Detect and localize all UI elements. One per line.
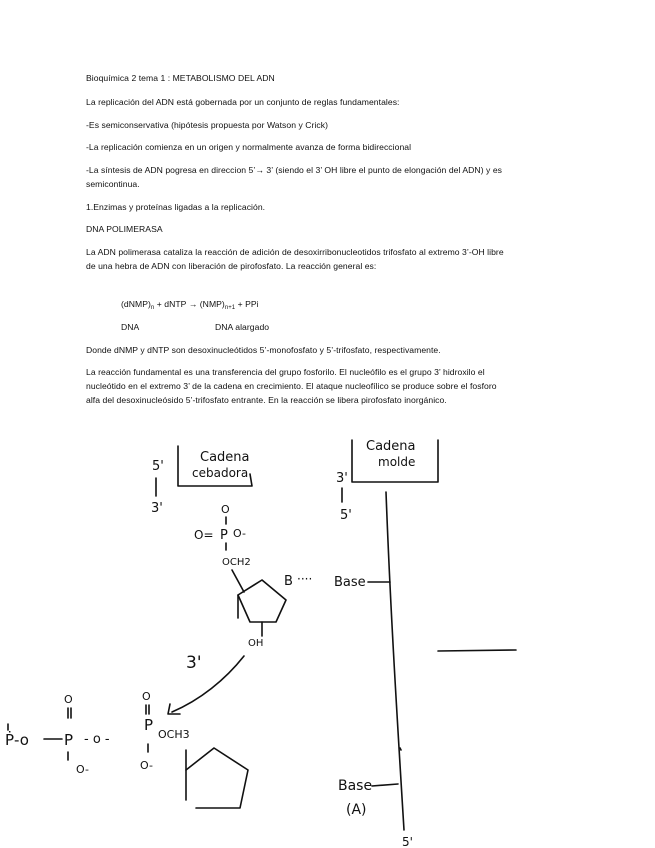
rule-text: -Es semiconservativa (hipótesis propuesta por Watson y Crick): [86, 120, 329, 130]
phosphate-o-top: O: [221, 503, 230, 516]
paragraph-text: La reacción fundamental es una transferencia del grupo fosforilo. El nucleófilo es el grupo 3’ hidroxilo el nucleótido en el extremo 3’ de la cadena en crecimiento. El ataque nucleofílico se produce sobre el fosforo alfa del desoxinucleósido 5’-trifosfato entrante. En la reacción se libera pirofosfato inorgánico.: [86, 367, 497, 405]
equation-middle: + dNTP → (NMP): [154, 299, 225, 309]
intro-text: La replicación del ADN está gobernada por un conjunto de reglas fundamentales:: [86, 97, 400, 107]
label-oh: OH: [248, 638, 264, 649]
label-och3: OCH3: [158, 728, 190, 741]
label-3prime-arrow: 3': [186, 653, 202, 673]
label-3prime: 3': [151, 501, 163, 516]
template-label-line2: molde: [378, 455, 416, 469]
label-base-a: Base: [338, 778, 373, 794]
phosphate3-o-minus: O-: [140, 759, 153, 772]
equation-sub-n: n: [150, 305, 155, 311]
phosphate-o-minus: O-: [233, 527, 246, 540]
rule-text: -La síntesis de ADN pogresa en direccion 5’→ 3’ (siendo el 3’ OH libre el punto de elongación del ADN) y es semicontinua.: [86, 165, 503, 189]
section-heading-text: 1.Enzimas y proteínas ligadas a la replicación.: [86, 202, 266, 212]
phosphate3-o-top: O: [142, 690, 151, 703]
label-3prime-template: 3': [336, 471, 348, 486]
phosphate-o-eq: O=: [194, 528, 214, 542]
title-text: Bioquímica 2 tema 1 : METABOLISMO DEL ADN: [86, 73, 275, 83]
stray-stroke: [438, 650, 516, 651]
template-label-line1: Cadena: [366, 439, 416, 454]
phosphate2-o-minus: O-: [76, 763, 89, 776]
equation-right: + PPi: [235, 299, 259, 309]
primer-phosphate: [194, 503, 251, 592]
base-pair-dots: ····: [297, 572, 313, 586]
paragraph-text: Donde dNMP y dNTP son desoxinucleótidos 5’-monofosfato y 5’-trifosfato, respectivamente.: [86, 345, 441, 355]
label-base: Base: [334, 575, 366, 590]
incoming-triphosphate: [5, 690, 190, 776]
phosphate-linker: - o -: [84, 732, 110, 747]
template-base-a: [338, 748, 401, 818]
label-a: (A): [346, 802, 367, 818]
phosphate2-o-top: O: [64, 693, 73, 706]
equation-sub-n1: n+1: [224, 305, 236, 311]
phosphate-p2: P: [64, 731, 74, 749]
paragraph-text: La ADN polimerasa cataliza la reacción de adición de desoxirribonucleotidos trifosfato al extremo 3’-OH libre de una hebra de ADN con liberación de pirofosfato. La reacción general es:: [86, 247, 504, 271]
equation-label-right-text: DNA alargado: [215, 322, 270, 332]
label-b: B: [284, 574, 293, 589]
phosphate-p: P: [220, 528, 228, 543]
subsection-heading-text: DNA POLIMERASA: [86, 224, 163, 234]
primer-label-line2: cebadora: [192, 466, 249, 480]
label-5prime: 5': [152, 459, 164, 474]
equation-label-left-text: DNA: [121, 322, 140, 332]
sugar-ring-bottom: [186, 748, 248, 808]
phosphate-p1: Ṗ-o: [5, 731, 29, 749]
nucleophilic-attack-arrow: [168, 653, 244, 714]
label-och2: OCH2: [222, 557, 251, 568]
equation-left: (dNMP): [121, 299, 151, 309]
sugar-ring-top: [238, 572, 390, 649]
label-5prime-bottom: 5': [402, 835, 413, 848]
phosphate-p3: P: [144, 716, 154, 734]
primer-label-line1: Cadena: [200, 450, 250, 465]
rule-text: -La replicación comienza en un origen y normalmente avanza de forma bidireccional: [86, 142, 412, 152]
label-5prime-template: 5': [340, 508, 352, 523]
primer-strand-box: [151, 446, 252, 516]
